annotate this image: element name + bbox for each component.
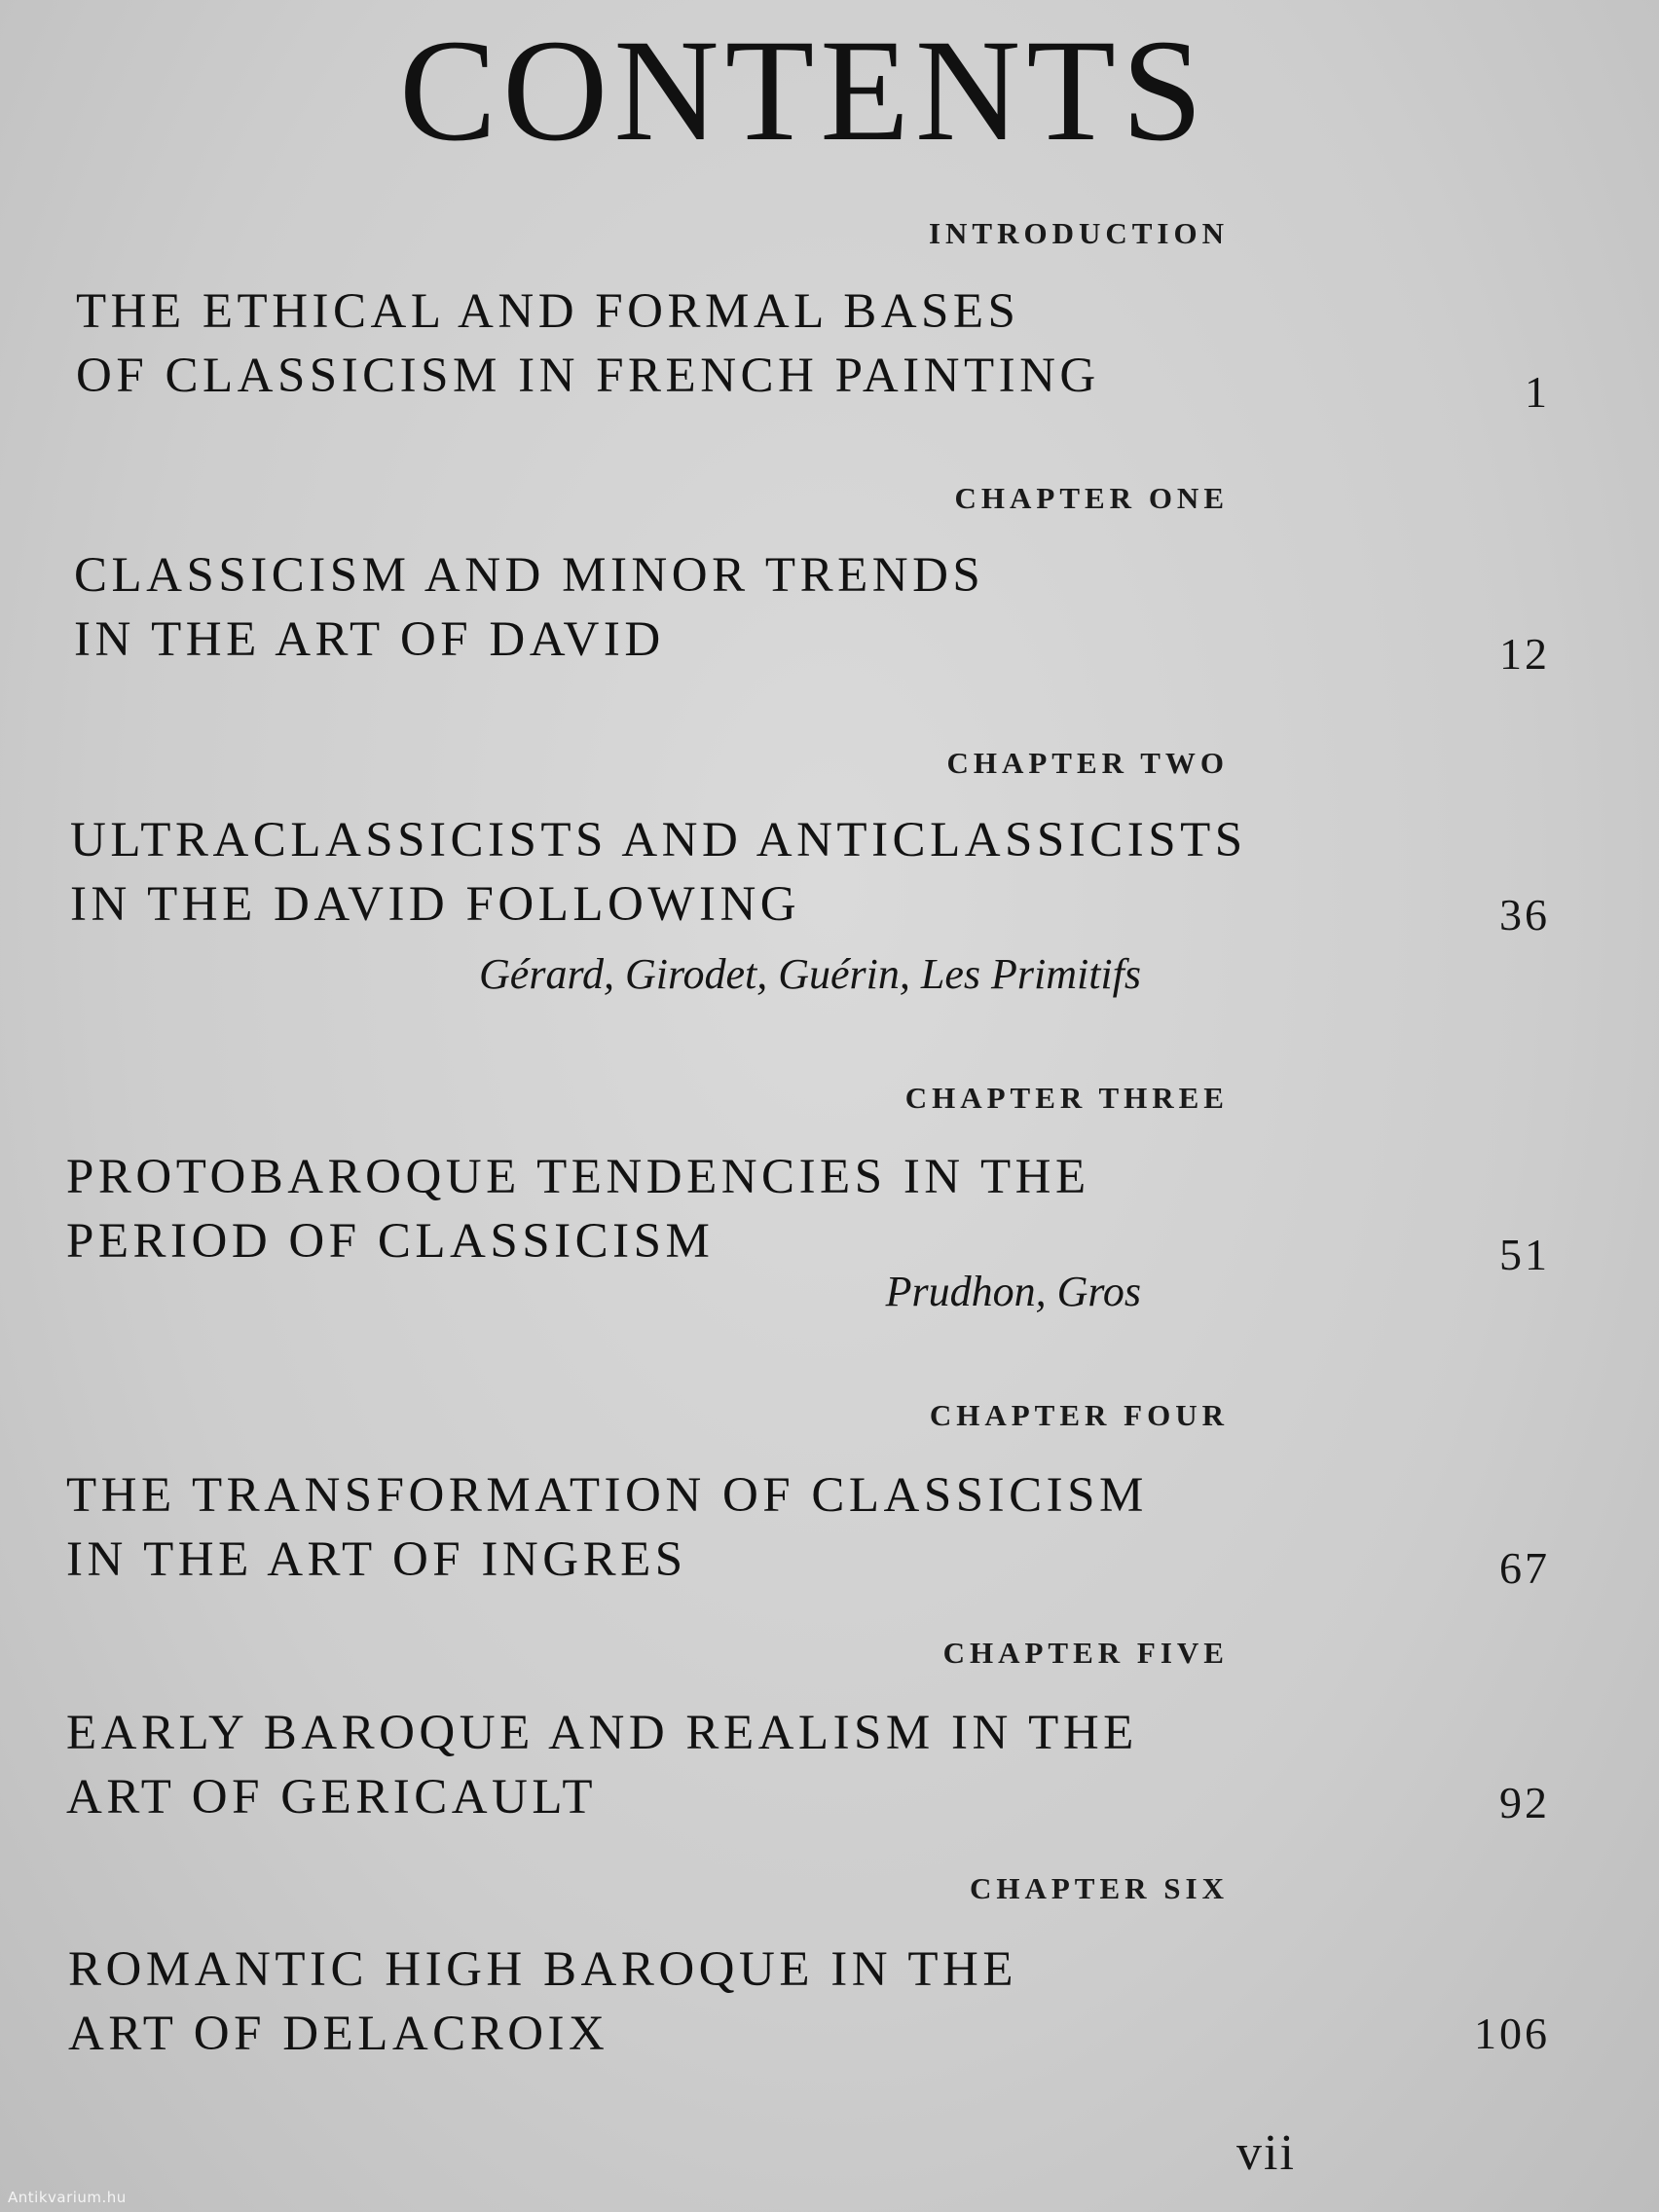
entry-title-line: PROTOBAROQUE TENDENCIES IN THE	[66, 1150, 1090, 1204]
entry-page-number: 36	[1499, 890, 1550, 940]
entry-title-chapter-two	[70, 808, 1247, 937]
entry-label-chapter-six: CHAPTER SIX	[969, 1871, 1229, 1905]
entry-title-line: IN THE ART OF DAVID	[74, 612, 665, 667]
entry-title-line: ART OF DELACROIX	[68, 2007, 609, 2061]
watermark-text: Antikvarium.hu	[8, 2189, 127, 2206]
entry-title-introduction	[76, 279, 1100, 408]
entry-subtitle-chapter-two: Gérard, Girodet, Guérin, Les Primitifs	[479, 950, 1141, 998]
page-title: CONTENTS	[399, 10, 1209, 171]
entry-title-line: IN THE DAVID FOLLOWING	[70, 877, 801, 932]
entry-title-line: EARLY BAROQUE AND REALISM IN THE	[66, 1706, 1138, 1760]
entry-page-number: 51	[1499, 1230, 1550, 1279]
entry-label-chapter-two: CHAPTER TWO	[946, 746, 1229, 780]
entry-title-line: OF CLASSICISM IN FRENCH PAINTING	[76, 349, 1100, 403]
entry-title-line: IN THE ART OF INGRES	[66, 1532, 687, 1587]
entry-page-number: 1	[1525, 367, 1550, 417]
entry-label-chapter-five: CHAPTER FIVE	[942, 1636, 1229, 1670]
entry-title-line: ROMANTIC HIGH BAROQUE IN THE	[68, 1942, 1018, 1997]
entry-label-introduction: INTRODUCTION	[928, 216, 1229, 250]
entry-title-chapter-one	[74, 543, 984, 672]
entry-subtitle-chapter-three: Prudhon, Gros	[885, 1268, 1141, 1315]
entry-label-chapter-four: CHAPTER FOUR	[929, 1398, 1229, 1432]
entry-label-chapter-three: CHAPTER THREE	[904, 1081, 1229, 1115]
entry-page-number: 92	[1499, 1778, 1550, 1827]
page-folio: vii	[1236, 2125, 1296, 2181]
entry-title-line: THE ETHICAL AND FORMAL BASES	[76, 284, 1020, 339]
entry-title-line: CLASSICISM AND MINOR TRENDS	[74, 548, 985, 603]
entry-title-line: ULTRACLASSICISTS AND ANTICLASSICISTS	[70, 813, 1247, 867]
entry-title-chapter-three	[66, 1145, 1090, 1273]
entry-title-chapter-four	[66, 1463, 1148, 1592]
entry-title-line: PERIOD OF CLASSICISM	[66, 1214, 715, 1269]
entry-title-chapter-six	[68, 1937, 1017, 2066]
entry-title-line: THE TRANSFORMATION OF CLASSICISM	[66, 1468, 1148, 1523]
entry-page-number: 67	[1499, 1543, 1550, 1593]
entry-title-line: ART OF GERICAULT	[66, 1770, 597, 1825]
entry-title-chapter-five	[66, 1701, 1138, 1829]
entry-page-number: 106	[1474, 2009, 1550, 2058]
entry-label-chapter-one: CHAPTER ONE	[954, 481, 1229, 515]
entry-page-number: 12	[1499, 629, 1550, 679]
